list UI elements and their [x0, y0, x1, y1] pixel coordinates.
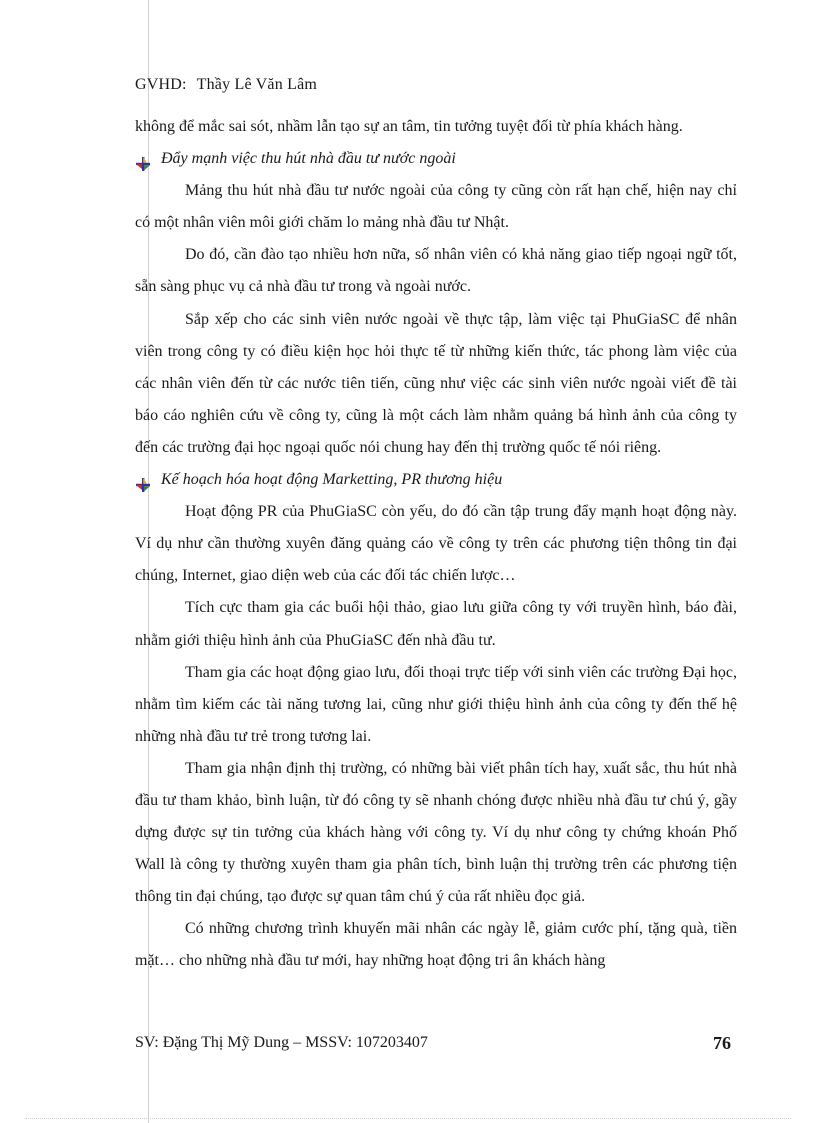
- page-header: [135, 76, 317, 94]
- document-body: [135, 111, 737, 978]
- body-paragraph: Tích cực tham gia các buổi hội thảo, giao lưu giữa công ty với truyền hình, báo đài, nhằm giới thiệu hình ảnh của PhuGiaSC đến nhà đầu tư.: [135, 599, 737, 649]
- body-paragraph: Hoạt động PR của PhuGiaSC còn yếu, do đó cần tập trung đẩy mạnh hoạt động này. Ví dụ như cần thường xuyên đăng quảng cáo về công ty trên các phương tiện thông tin đại chúng, Internet, giao diện web của các đối tác chiến lược…: [135, 503, 737, 585]
- body-paragraph: không để mắc sai sót, nhầm lẫn tạo sự an tâm, tin tưởng tuyệt đối từ phía khách hàng.: [135, 118, 683, 135]
- header-label: GVHD:: [135, 76, 187, 93]
- body-paragraph: Sắp xếp cho các sinh viên nước ngoài về thực tập, làm việc tại PhuGiaSC để nhân viên trong công ty có điều kiện học hỏi thực tế từ những kiến thức, tác phong làm việc của các nhân viên đến từ các nước tiên tiến, cũng như việc các sinh viên nước ngoài viết đề tài báo cáo nghiên cứu về công ty, cũng là một cách làm nhằm quảng bá hình ảnh của công ty đến các trường đại học ngoại quốc nói chung hay đến thị trường quốc tế nói riêng.: [135, 310, 737, 456]
- body-paragraph: Mảng thu hút nhà đầu tư nước ngoài của công ty cũng còn rất hạn chế, hiện nay chỉ có một nhân viên môi giới chăm lo mảng nhà đầu tư Nhật.: [135, 182, 737, 232]
- header-instructor: Thầy Lê Văn Lâm: [196, 76, 318, 93]
- section-heading-text: Kế hoạch hóa hoạt động Marketting, PR thương hiệu: [161, 471, 503, 489]
- section-heading: [135, 143, 737, 175]
- body-paragraph: Tham gia nhận định thị trường, có những bài viết phân tích hay, xuất sắc, thu hút nhà đầu tư tham khảo, bình luận, từ đó công ty sẽ nhanh chóng được nhiều nhà đầu tư chú ý, gầy dựng được sự tin tưởng của khách hàng với công ty. Ví dụ như công ty chứng khoán Phố Wall là công ty thường xuyên tham gia phân tích, bình luận thị trường trên các phương tiện thông tin đại chúng, tạo được sự quan tâm chú ý của rất nhiều đọc giả.: [135, 759, 737, 906]
- section-heading-text: Đẩy mạnh việc thu hút nhà đầu tư nước ngoài: [161, 150, 456, 168]
- bullet-icon: [135, 473, 151, 489]
- section-heading: [135, 464, 737, 496]
- footer-student-info: SV: Đặng Thị Mỹ Dung – MSSV: 107203407: [135, 1034, 428, 1051]
- bullet-icon: [135, 152, 151, 168]
- body-paragraph: Do đó, cần đào tạo nhiều hơn nữa, số nhân viên có khả năng giao tiếp ngoại ngữ tốt, sẵn sàng phục vụ cả nhà đầu tư trong và ngoài nước.: [135, 246, 737, 296]
- body-paragraph: Tham gia các hoạt động giao lưu, đối thoại trực tiếp với sinh viên các trường Đại học, nhằm tìm kiếm các tài năng tương lai, cũng như giới thiệu hình ảnh của công ty đến thế hệ những nhà đầu tư trẻ trong tương lai.: [135, 663, 737, 745]
- page-bottom-divider: [25, 1118, 791, 1119]
- body-paragraph: Có những chương trình khuyến mãi nhân các ngày lễ, giảm cước phí, tặng quà, tiền mặt… cho những nhà đầu tư mới, hay những hoạt động tri ân khách hàng: [135, 920, 737, 970]
- page-footer: [135, 1034, 737, 1052]
- page-number: 76: [713, 1033, 731, 1053]
